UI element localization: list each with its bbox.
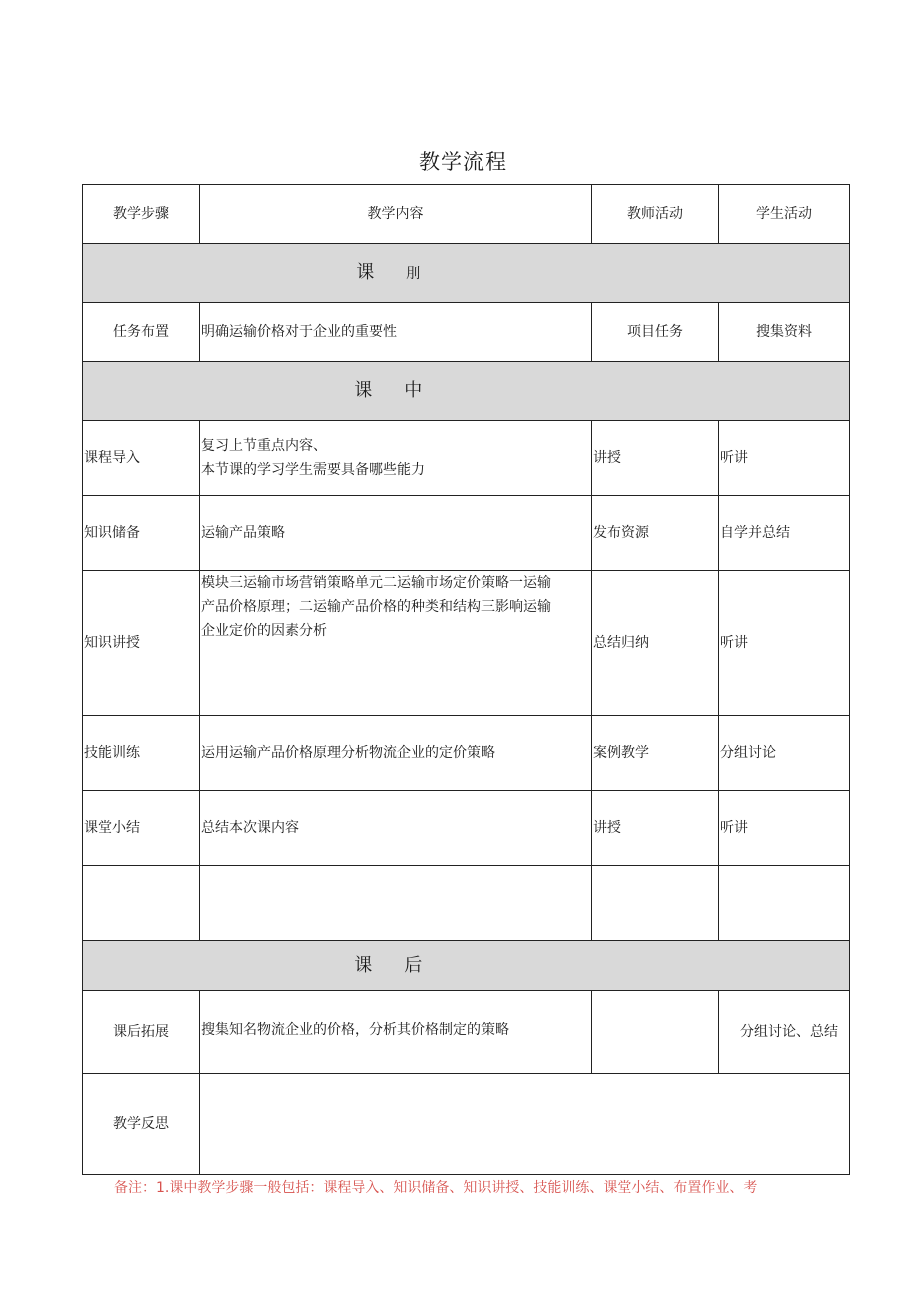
table-row	[83, 303, 850, 362]
skills-content: 运用运输产品价格原理分析物流企业的定价策略	[200, 716, 592, 791]
section-after-label-a: 课	[354, 954, 373, 976]
extension-step: 课后拓展	[83, 991, 200, 1074]
section-before-label-a: 课	[356, 261, 375, 283]
task-step: 任务布置	[83, 303, 200, 362]
summary-step: 课堂小结	[83, 791, 200, 866]
header-content: 教学内容	[200, 185, 592, 244]
page-title: 教学流程	[419, 150, 507, 174]
header-teacher: 教师活动	[592, 185, 719, 244]
skills-student: 分组讨论	[719, 716, 850, 791]
section-after-label-b: 后	[404, 954, 423, 976]
lecture-content-line2: 产品价格原理；二运输产品价格的种类和结构三影响运输	[201, 599, 551, 615]
lecture-teacher: 总结归纳	[592, 571, 719, 716]
table-row	[83, 421, 850, 496]
section-during-label-a: 课	[354, 380, 373, 401]
section-during-label-b: 中	[404, 380, 423, 401]
teaching-flow-table	[82, 184, 850, 1175]
intro-step: 课程导入	[83, 421, 200, 496]
prep-student: 自学并总结	[719, 496, 850, 571]
table-row	[83, 791, 850, 866]
skills-step: 技能训练	[83, 716, 200, 791]
section-before-label-b: 刖	[406, 265, 421, 282]
lecture-step: 知识讲授	[83, 571, 200, 716]
extension-student: 分组讨论、总结	[719, 991, 850, 1074]
lecture-student: 听讲	[719, 571, 850, 716]
header-student: 学生活动	[719, 185, 850, 244]
empty-row	[83, 866, 850, 941]
header-step: 教学步骤	[83, 185, 200, 244]
lecture-content-line3: 企业定价的因素分析	[201, 623, 327, 639]
intro-student: 听讲	[719, 421, 850, 496]
prep-step: 知识储备	[83, 496, 200, 571]
lecture-content-line1: 模块三运输市场营销策略单元二运输市场定价策略一运输	[201, 575, 551, 591]
summary-student: 听讲	[719, 791, 850, 866]
extension-teacher	[592, 991, 719, 1074]
task-student: 搜集资料	[719, 303, 850, 362]
skills-teacher: 案例教学	[592, 716, 719, 791]
table-row	[83, 1074, 850, 1175]
table-row	[83, 571, 850, 716]
section-before-class	[83, 244, 850, 303]
table-row	[83, 496, 850, 571]
task-content: 明确运输价格对于企业的重要性	[200, 303, 592, 362]
footnote: 备注：1.课中教学步骤一般包括：课程导入、知识储备、知识讲授、技能训练、课堂小结、布置作业、考	[114, 1180, 758, 1196]
summary-teacher: 讲授	[592, 791, 719, 866]
task-teacher: 项目任务	[592, 303, 719, 362]
reflection-step: 教学反思	[83, 1074, 200, 1175]
prep-teacher: 发布资源	[592, 496, 719, 571]
prep-content: 运输产品策略	[200, 496, 592, 571]
table-row	[83, 716, 850, 791]
extension-content: 搜集知名物流企业的价格，分析其价格制定的策略	[200, 991, 592, 1074]
summary-content: 总结本次课内容	[200, 791, 592, 866]
intro-content	[200, 421, 592, 496]
reflection-content	[200, 1074, 850, 1175]
section-during-class	[83, 362, 850, 421]
table-header-row	[83, 185, 850, 244]
lecture-content	[200, 571, 592, 716]
section-after-class	[83, 941, 850, 991]
intro-content-line1: 复习上节重点内容、	[201, 438, 327, 454]
intro-teacher: 讲授	[592, 421, 719, 496]
table-row	[83, 991, 850, 1074]
intro-content-line2: 本节课的学习学生需要具备哪些能力	[201, 462, 425, 478]
